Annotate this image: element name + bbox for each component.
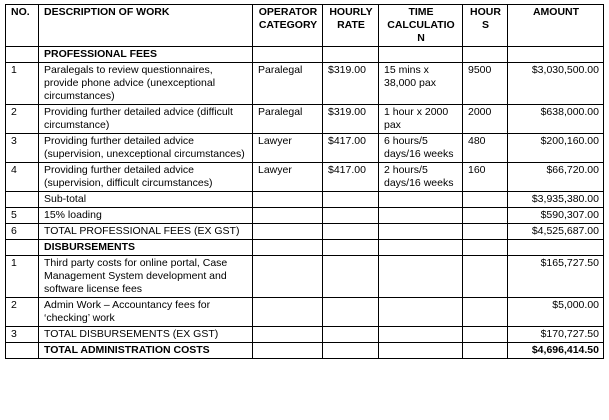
cell-description: TOTAL DISBURSEMENTS (EX GST) xyxy=(39,327,253,343)
cell-operator-category: Lawyer xyxy=(253,163,323,192)
cell-amount: $5,000.00 xyxy=(508,298,604,327)
cell-time-calculation xyxy=(379,224,463,240)
cell-time-calculation xyxy=(379,47,463,63)
header-description: DESCRIPTION OF WORK xyxy=(39,5,253,47)
cell-operator-category xyxy=(253,343,323,359)
cell-operator-category xyxy=(253,256,323,298)
fee-table-container xyxy=(5,4,604,359)
cell-hourly-rate xyxy=(323,256,379,298)
section-header-row xyxy=(6,240,604,256)
cell-no: 3 xyxy=(6,134,39,163)
cell-hours xyxy=(463,327,508,343)
cell-no: 4 xyxy=(6,163,39,192)
cell-amount: $3,935,380.00 xyxy=(508,192,604,208)
cell-time-calculation xyxy=(379,343,463,359)
cell-hourly-rate: $417.00 xyxy=(323,163,379,192)
cell-amount: $3,030,500.00 xyxy=(508,63,604,105)
cell-time-calculation xyxy=(379,298,463,327)
cell-hours xyxy=(463,240,508,256)
cell-hourly-rate xyxy=(323,298,379,327)
cell-time-calculation xyxy=(379,240,463,256)
table-row xyxy=(6,163,604,192)
cell-amount xyxy=(508,240,604,256)
table-row xyxy=(6,192,604,208)
table-row xyxy=(6,105,604,134)
cell-hours xyxy=(463,208,508,224)
section-header-row xyxy=(6,47,604,63)
cell-description: DISBURSEMENTS xyxy=(39,240,253,256)
cell-hourly-rate xyxy=(323,192,379,208)
fee-schedule-table xyxy=(5,4,604,359)
cell-hours: 9500 xyxy=(463,63,508,105)
cell-hours: 160 xyxy=(463,163,508,192)
header-no: NO. xyxy=(6,5,39,47)
table-header-row xyxy=(6,5,604,47)
cell-hours: 480 xyxy=(463,134,508,163)
cell-hours xyxy=(463,256,508,298)
cell-hours: 2000 xyxy=(463,105,508,134)
cell-description: TOTAL ADMINISTRATION COSTS xyxy=(39,343,253,359)
cell-description: Sub-total xyxy=(39,192,253,208)
header-hours: HOURS xyxy=(463,5,508,47)
cell-operator-category xyxy=(253,298,323,327)
cell-no xyxy=(6,192,39,208)
table-row xyxy=(6,327,604,343)
cell-hourly-rate xyxy=(323,240,379,256)
cell-hourly-rate xyxy=(323,343,379,359)
cell-time-calculation xyxy=(379,256,463,298)
cell-amount: $170,727.50 xyxy=(508,327,604,343)
cell-operator-category xyxy=(253,192,323,208)
cell-hours xyxy=(463,192,508,208)
cell-hourly-rate xyxy=(323,224,379,240)
cell-description: 15% loading xyxy=(39,208,253,224)
cell-time-calculation: 6 hours/5 days/16 weeks xyxy=(379,134,463,163)
cell-operator-category: Paralegal xyxy=(253,63,323,105)
cell-operator-category xyxy=(253,47,323,63)
cell-time-calculation xyxy=(379,208,463,224)
cell-time-calculation xyxy=(379,192,463,208)
cell-hourly-rate xyxy=(323,208,379,224)
cell-no xyxy=(6,240,39,256)
table-row xyxy=(6,256,604,298)
cell-hourly-rate: $319.00 xyxy=(323,105,379,134)
cell-operator-category xyxy=(253,208,323,224)
table-row xyxy=(6,224,604,240)
cell-no: 2 xyxy=(6,298,39,327)
cell-time-calculation: 15 mins x 38,000 pax xyxy=(379,63,463,105)
cell-operator-category: Paralegal xyxy=(253,105,323,134)
cell-hourly-rate: $417.00 xyxy=(323,134,379,163)
cell-description: Providing further detailed advice (supervision, unexceptional circumstances) xyxy=(39,134,253,163)
cell-hourly-rate xyxy=(323,327,379,343)
header-amount: AMOUNT xyxy=(508,5,604,47)
cell-time-calculation xyxy=(379,327,463,343)
cell-hours xyxy=(463,298,508,327)
cell-hourly-rate: $319.00 xyxy=(323,63,379,105)
cell-description: Paralegals to review questionnaires, provide phone advice (unexceptional circumstances) xyxy=(39,63,253,105)
cell-operator-category xyxy=(253,327,323,343)
table-row xyxy=(6,134,604,163)
grand-total-row xyxy=(6,343,604,359)
cell-hourly-rate xyxy=(323,47,379,63)
cell-operator-category xyxy=(253,224,323,240)
cell-no: 2 xyxy=(6,105,39,134)
cell-amount: $4,696,414.50 xyxy=(508,343,604,359)
cell-operator-category xyxy=(253,240,323,256)
cell-no: 3 xyxy=(6,327,39,343)
cell-no xyxy=(6,343,39,359)
cell-no xyxy=(6,47,39,63)
cell-amount: $590,307.00 xyxy=(508,208,604,224)
cell-description: Third party costs for online portal, Case Management System development and software license fees xyxy=(39,256,253,298)
cell-operator-category: Lawyer xyxy=(253,134,323,163)
cell-amount: $200,160.00 xyxy=(508,134,604,163)
cell-description: Providing further detailed advice (supervision, difficult circumstances) xyxy=(39,163,253,192)
cell-description: Admin Work – Accountancy fees for ‘checking’ work xyxy=(39,298,253,327)
cell-amount: $165,727.50 xyxy=(508,256,604,298)
cell-hours xyxy=(463,343,508,359)
cell-description: TOTAL PROFESSIONAL FEES (EX GST) xyxy=(39,224,253,240)
cell-hours xyxy=(463,47,508,63)
cell-amount xyxy=(508,47,604,63)
cell-description: PROFESSIONAL FEES xyxy=(39,47,253,63)
header-time-calculation: TIME CALCULATION xyxy=(379,5,463,47)
cell-description: Providing further detailed advice (difficult circumstance) xyxy=(39,105,253,134)
header-operator-category: OPERATOR CATEGORY xyxy=(253,5,323,47)
cell-amount: $4,525,687.00 xyxy=(508,224,604,240)
cell-no: 5 xyxy=(6,208,39,224)
cell-hours xyxy=(463,224,508,240)
table-row xyxy=(6,208,604,224)
table-row xyxy=(6,63,604,105)
cell-time-calculation: 2 hours/5 days/16 weeks xyxy=(379,163,463,192)
cell-no: 1 xyxy=(6,256,39,298)
cell-no: 1 xyxy=(6,63,39,105)
table-row xyxy=(6,298,604,327)
cell-time-calculation: 1 hour x 2000 pax xyxy=(379,105,463,134)
cell-no: 6 xyxy=(6,224,39,240)
header-hourly-rate: HOURLY RATE xyxy=(323,5,379,47)
cell-amount: $66,720.00 xyxy=(508,163,604,192)
cell-amount: $638,000.00 xyxy=(508,105,604,134)
